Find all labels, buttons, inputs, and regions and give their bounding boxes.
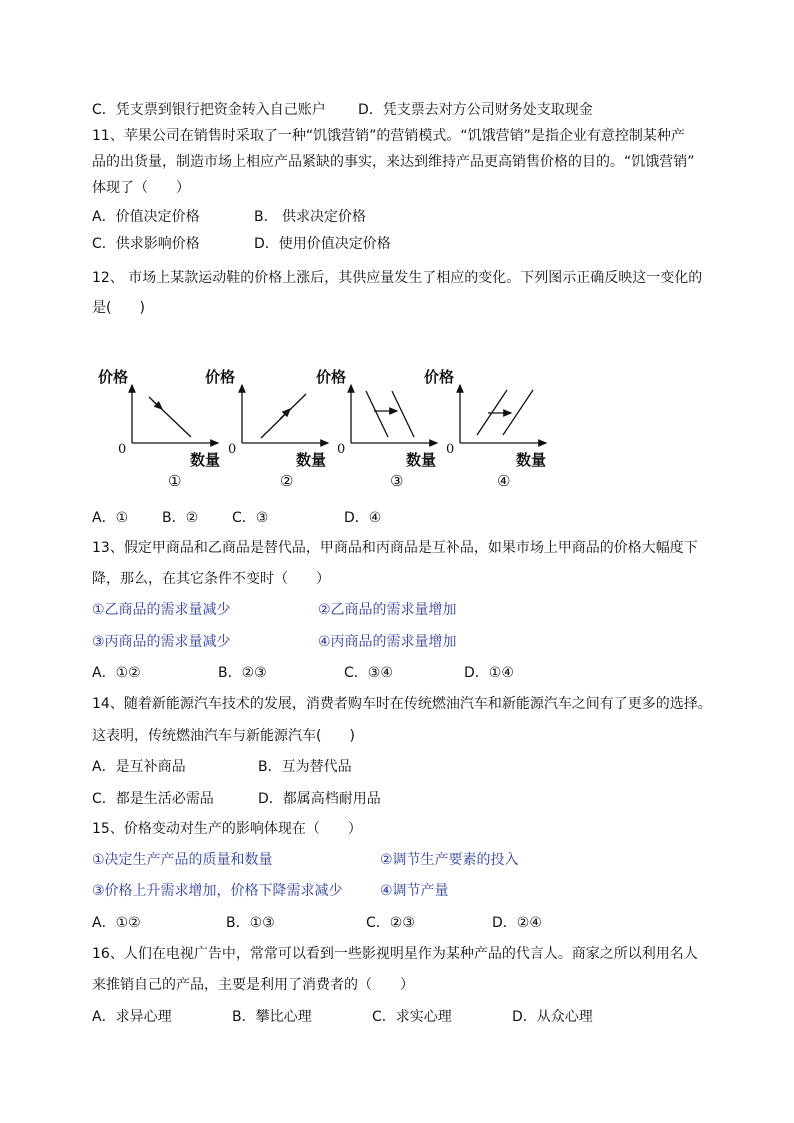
graph-2-origin: 0 <box>228 442 237 457</box>
q16-stem-line-2: 来推销自己的产品，主要是利用了消费者的（ ） <box>92 977 414 993</box>
graph-2-label: ② <box>280 472 294 490</box>
q14-option-a: A．是互补商品 <box>92 759 186 775</box>
q15-item-3: ③价格上升需求增加，价格下降需求减少 <box>92 883 343 899</box>
graph-3-label: ③ <box>390 472 404 490</box>
q11-option-c: C．供求影响价格 <box>92 236 200 252</box>
graph-4-origin: 0 <box>446 442 455 457</box>
q13-option-a: A．①② <box>92 665 141 681</box>
q13-item-3: ③丙商品的需求量减少 <box>92 634 231 650</box>
q16-option-d: D．从众心理 <box>512 1009 593 1025</box>
q13-item-1: ①乙商品的需求量减少 <box>92 602 231 618</box>
graph-3-xlabel: 数量 <box>406 451 437 469</box>
graph-4-ylabel: 价格 <box>424 368 455 386</box>
q11-option-d: D．使用价值决定价格 <box>254 236 391 252</box>
graph-1-origin: 0 <box>118 442 127 457</box>
q16-option-b: B．攀比心理 <box>232 1009 312 1025</box>
q15-option-c: C．②③ <box>366 915 415 931</box>
q14-stem-line-2: 这表明，传统燃油汽车与新能源汽车( ) <box>92 728 355 744</box>
graph-3 <box>316 368 437 490</box>
graph-3-ylabel: 价格 <box>316 368 347 386</box>
q15-item-1: ①决定生产产品的质量和数量 <box>92 852 273 868</box>
q11-stem-line-1: 11、苹果公司在销售时采取了一种“饥饿营销”的营销模式。“饥饿营销”是指企业有意控制某种产 <box>92 128 685 144</box>
q15-option-b: B．①③ <box>226 915 275 931</box>
q13-item-4: ④丙商品的需求量增加 <box>318 634 457 650</box>
graph-2-ylabel: 价格 <box>205 368 236 386</box>
q12-option-d: D．④ <box>344 510 382 526</box>
q15-item-2: ②调节生产要素的投入 <box>380 852 519 868</box>
q13-stem-line-2: 降，那么，在其它条件不变时（ ） <box>92 571 330 587</box>
graph-2 <box>205 368 328 490</box>
graph-2-arrow <box>280 409 290 419</box>
q15-option-d: D．②④ <box>492 915 542 931</box>
q11-option-b: B． 供求决定价格 <box>254 209 367 225</box>
q11-stem-line-3: 体现了（ ） <box>92 180 190 196</box>
graph-1-arrow <box>152 400 162 409</box>
graph-4-label: ④ <box>497 472 511 490</box>
graph-3-curve-1 <box>366 391 388 437</box>
graph-1-xlabel: 数量 <box>190 451 221 469</box>
q15-stem-line-1: 15、价格变动对生产的影响体现在（ ） <box>92 821 362 837</box>
graph-1-label: ① <box>168 472 182 490</box>
q12-graphs <box>0 0 794 500</box>
q13-option-c: C．③④ <box>344 665 393 681</box>
q16-option-a: A．求异心理 <box>92 1009 172 1025</box>
graph-1-ylabel: 价格 <box>98 368 129 386</box>
q14-option-d: D．都属高档耐用品 <box>258 791 381 807</box>
q13-option-b: B．②③ <box>218 665 267 681</box>
q13-item-2: ②乙商品的需求量增加 <box>318 602 457 618</box>
q15-item-4: ④调节产量 <box>380 883 449 899</box>
graph-4-xlabel: 数量 <box>516 451 547 469</box>
graph-4 <box>424 368 546 490</box>
q10-option-c: C．凭支票到银行把资金转入自己账户 <box>92 102 326 118</box>
q13-option-d: D．①④ <box>464 665 514 681</box>
graph-3-curve-2 <box>392 391 414 437</box>
q14-option-b: B．互为替代品 <box>258 759 352 775</box>
q12-option-c: C．③ <box>232 510 269 526</box>
q12-stem-line-1: 12、 市场上某款运动鞋的价格上涨后，其供应量发生了相应的变化。下列图示正确反映这一变化的 <box>92 270 703 286</box>
graph-1 <box>98 368 220 490</box>
q14-option-c: C．都是生活必需品 <box>92 791 214 807</box>
q11-stem-line-2: 品的出货量，制造市场上相应产品紧缺的事实，来达到维持产品更高销售价格的目的。“饥饿营销” <box>92 154 695 170</box>
q13-stem-line-1: 13、假定甲商品和乙商品是替代品，甲商品和丙商品是互补品，如果市场上甲商品的价格大幅度下 <box>92 540 698 556</box>
q16-stem-line-1: 16、人们在电视广告中，常常可以看到一些影视明星作为某种产品的代言人。商家之所以利用名人 <box>92 946 698 962</box>
q10-option-d: D．凭支票去对方公司财务处支取现金 <box>358 102 593 118</box>
graph-2-xlabel: 数量 <box>296 451 327 469</box>
q12-option-a: A．① <box>92 510 129 526</box>
q12-option-b: B．② <box>162 510 199 526</box>
q16-option-c: C．求实心理 <box>372 1009 452 1025</box>
q14-stem-line-1: 14、随着新能源汽车技术的发展，消费者购车时在传统燃油汽车和新能源汽车之间有了更多的选择。 <box>92 696 712 712</box>
graph-3-origin: 0 <box>337 442 346 457</box>
q11-option-a: A．价值决定价格 <box>92 209 200 225</box>
q12-stem-line-2: 是( ) <box>92 300 145 316</box>
q15-option-a: A．①② <box>92 915 141 931</box>
